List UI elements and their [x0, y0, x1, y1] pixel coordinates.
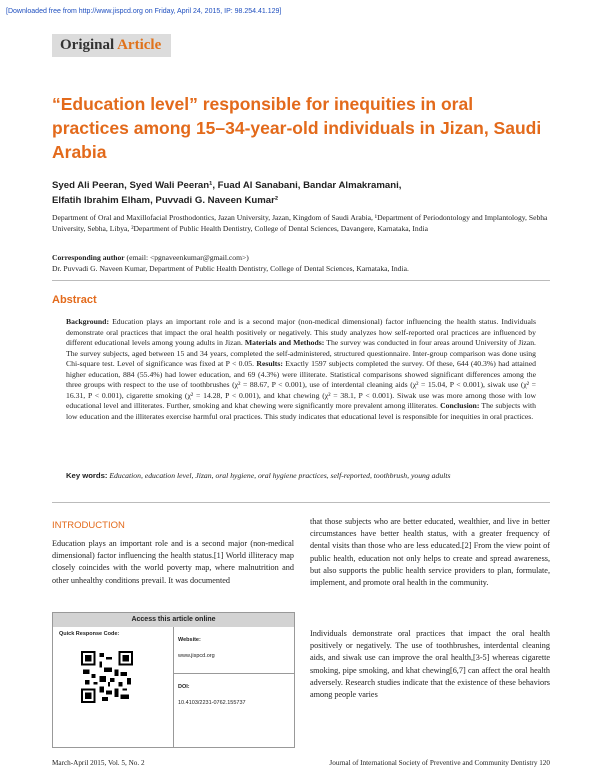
qr-label: Quick Response Code:	[59, 631, 120, 637]
affiliations: Department of Oral and Maxillofacial Prosthodontics, Jazan University, Jazan, Kingdom of Saudi Arabia, ¹Department of Periodontology and Implantology, Sebha University, Sebha, Libya, ²Department of Public Health Dentistry, College of Dental Sciences, Davangere, Karnataka, India	[52, 213, 548, 233]
corr-address: Dr. Puvvadi G. Naveen Kumar, Department of Public Health Dentistry, College of Dental Sciences, Karnataka, India.	[52, 264, 409, 273]
article-title: “Education level” responsible for inequities in oral practices among 15–34-year-old individuals in Jizan, Saudi Arabia	[52, 94, 542, 162]
keywords	[66, 471, 536, 482]
website-row	[174, 627, 294, 674]
abstract-background-label: Background:	[66, 317, 110, 326]
authors-line-1: Syed Ali Peeran, Syed Wali Peeran¹, Fuad Al Sanabani, Bandar Almakramani,	[52, 180, 402, 191]
divider	[52, 280, 550, 281]
abstract-conclusion-text: The subjects with low education and the illiterates exercise harmful oral practices. This study indicates that educational level is responsible for inequities in oral practices.	[66, 401, 536, 421]
doi-row	[174, 674, 294, 720]
abstract-heading: Abstract	[52, 294, 97, 306]
abstract-body	[66, 317, 536, 422]
author-list	[52, 178, 552, 208]
abstract-results-text: Exactly 1597 subjects completed the survey. Of these, 644 (40.3%) had attained higher education, 884 (55.4%) had lower education, and 69 (4.3%) were illiterate. Statistical comparisons showed significant differences among the three groups with respect to the use of toothbrushes (χ² = 88.67, P < 0.001), use of interdental cleaning aids (χ² = 15.04, P < 0.001), siwak use (χ² = 16.31, P < 0.001), cigarette smoking (χ² = 14.28, P < 0.001), and khat chewing (χ² = 38.1, P < 0.001). Siwak use was more among those with low educational level and illiterates. Further, smoking and khat chewing were significantly more prevalent among illiterates.	[66, 359, 537, 410]
introduction-heading: INTRODUCTION	[52, 520, 125, 531]
section-tag-part1: Original	[60, 37, 118, 53]
download-notice: [Downloaded free from http://www.jispcd.org on Friday, April 24, 2015, IP: 98.254.41.129]	[6, 8, 282, 15]
footer-issue: March-April 2015, Vol. 5, No. 2	[52, 759, 145, 767]
keywords-text: Education, education level, Jizan, oral hygiene, oral hygiene practices, self-reported, toothbrush, young adults	[107, 471, 451, 480]
intro-paragraph-3: Individuals demonstrate oral practices that impact the oral health positively or negatively. The use of toothbrushes, interdental cleaning aids, and siwak use can improve the oral health,[3-5] whereas cigarette smoking, pipe smoking, and khat chewing[6,7] can affect the oral health adversely. Research studies indicate that the existence of these behaviors among people varies	[310, 629, 550, 700]
abstract-background-text: Education plays an important role and is a second major (non-medical dimensional) factor influencing the health status. Individuals demonstrate oral practices that impact the oral health positively or negatively. This study analyzes how self-reported oral practices are influenced by different educational levels among young adults in Jizan.	[66, 317, 536, 347]
access-box-header: Access this article online	[53, 613, 294, 627]
corr-email[interactable]: (email: <pgnaveenkumar@gmail.com>)	[124, 253, 249, 262]
divider	[52, 502, 550, 503]
qr-code-icon[interactable]	[81, 651, 133, 703]
website-link[interactable]: www.jispcd.org	[178, 653, 215, 659]
abstract-results-label: Results:	[256, 359, 283, 368]
abstract-conclusion-label: Conclusion:	[440, 401, 480, 410]
abstract-methods-text: The survey was conducted in four areas around University of Jizan. The survey subjects, aged between 15 and 34 years, completed the self-administered, structured questionnaire. Inter-group comparison was done using Chi-square test. Level of significance was fixed at P < 0.05.	[66, 338, 536, 368]
keywords-label: Key words:	[66, 471, 108, 480]
website-label: Website:	[178, 637, 201, 643]
corr-label: Corresponding author	[52, 253, 125, 262]
doi-link[interactable]: 10.4103/2231-0762.155737	[178, 700, 246, 706]
footer-journal: Journal of International Society of Preventive and Community Dentistry 120	[329, 759, 550, 767]
intro-paragraph-2: that those subjects who are better educated, wealthier, and live in better circumstances have better health status, with a greater frequency of dental visits than those who are less educated.[2] From the view point of public health, education not only helps to create and spread awareness, but also supports the public health service providers to plan, formulate, implement, and promote oral health in the community.	[310, 517, 550, 588]
corresponding-author	[52, 252, 552, 274]
section-tag-part2: Article	[117, 37, 162, 53]
intro-paragraph-1: Education plays an important role and is a second major (non-medical dimensional) factor influencing the health status.[1] World illiteracy map closely coincides with the world poverty map, where malnutrition and other unhealthy conditions prevail. It was documented	[52, 539, 294, 585]
access-online-box	[52, 612, 295, 748]
doi-label: DOI:	[178, 684, 190, 690]
authors-line-2: Elfatih Ibrahim Elham, Puvvadi G. Naveen Kumar²	[52, 195, 279, 206]
section-tag	[52, 34, 171, 57]
abstract-methods-label: Materials and Methods:	[244, 338, 325, 347]
